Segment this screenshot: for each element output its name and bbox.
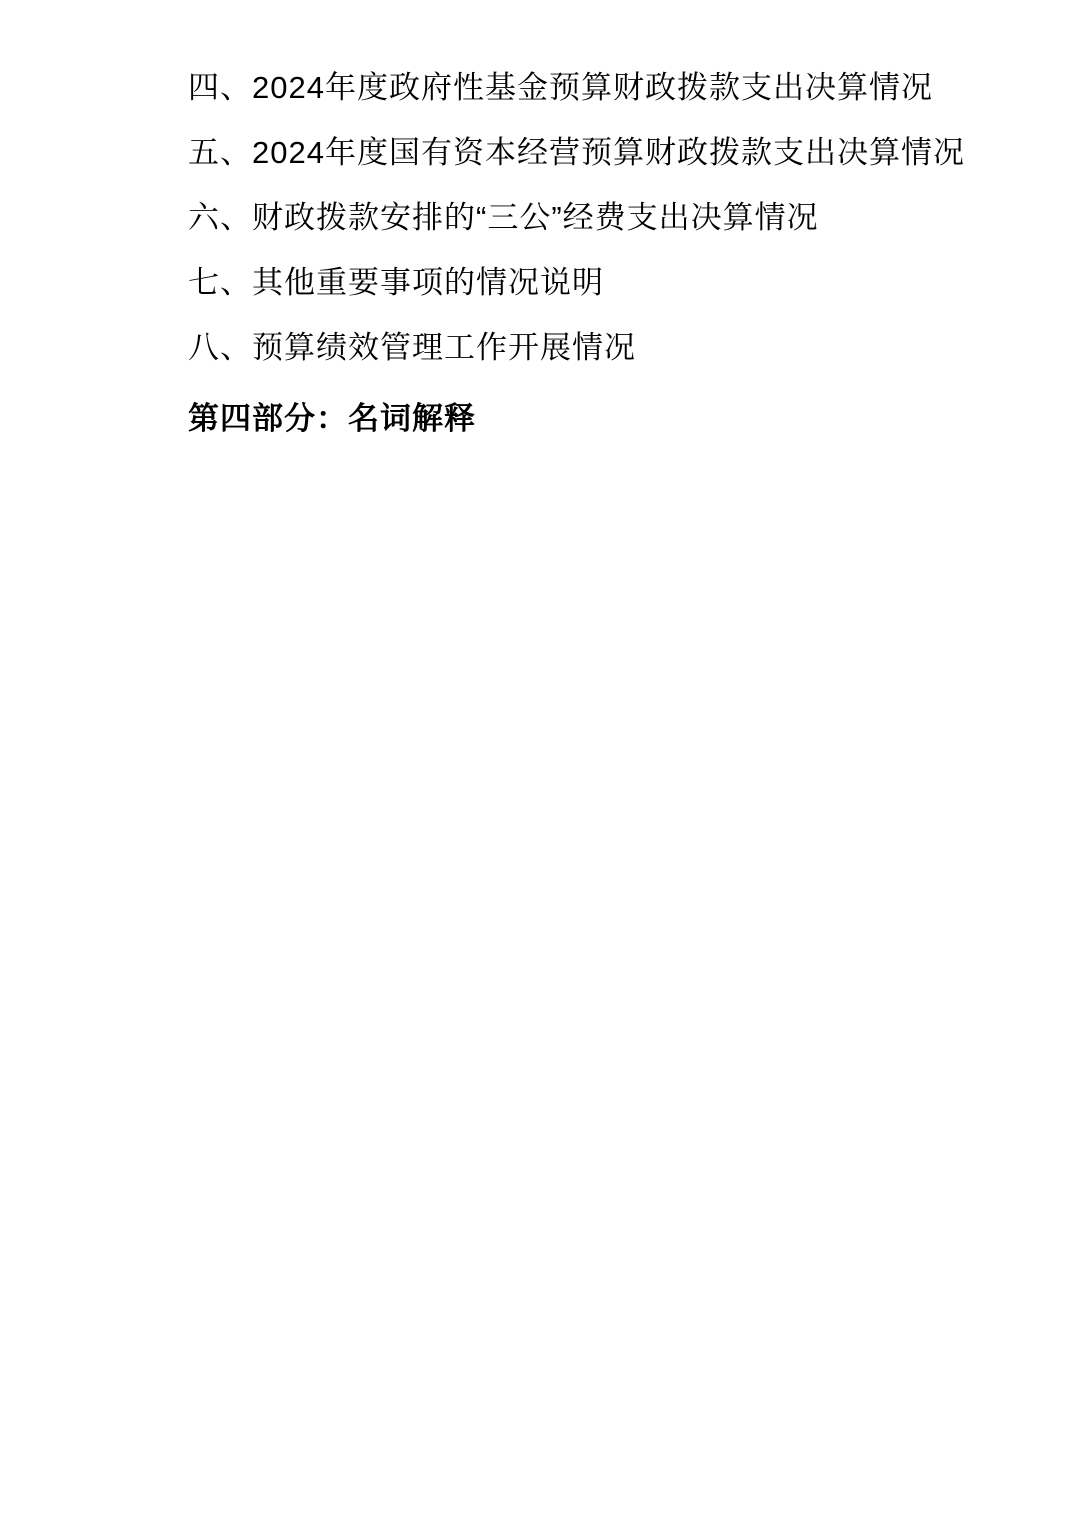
toc-item-8: 八、预算绩效管理工作开展情况	[188, 330, 636, 365]
toc-content	[188, 72, 994, 435]
toc-item-7: 七、其他重要事项的情况说明	[188, 265, 604, 300]
toc-item-5: 五、2024年度国有资本经营预算财政拨款支出决算情况	[188, 135, 965, 170]
toc-item-6: 六、财政拨款安排的“三公”经费支出决算情况	[188, 200, 819, 235]
section-heading-part-4: 第四部分：名词解释	[188, 401, 476, 436]
toc-item-4: 四、2024年度政府性基金预算财政拨款支出决算情况	[188, 70, 933, 105]
